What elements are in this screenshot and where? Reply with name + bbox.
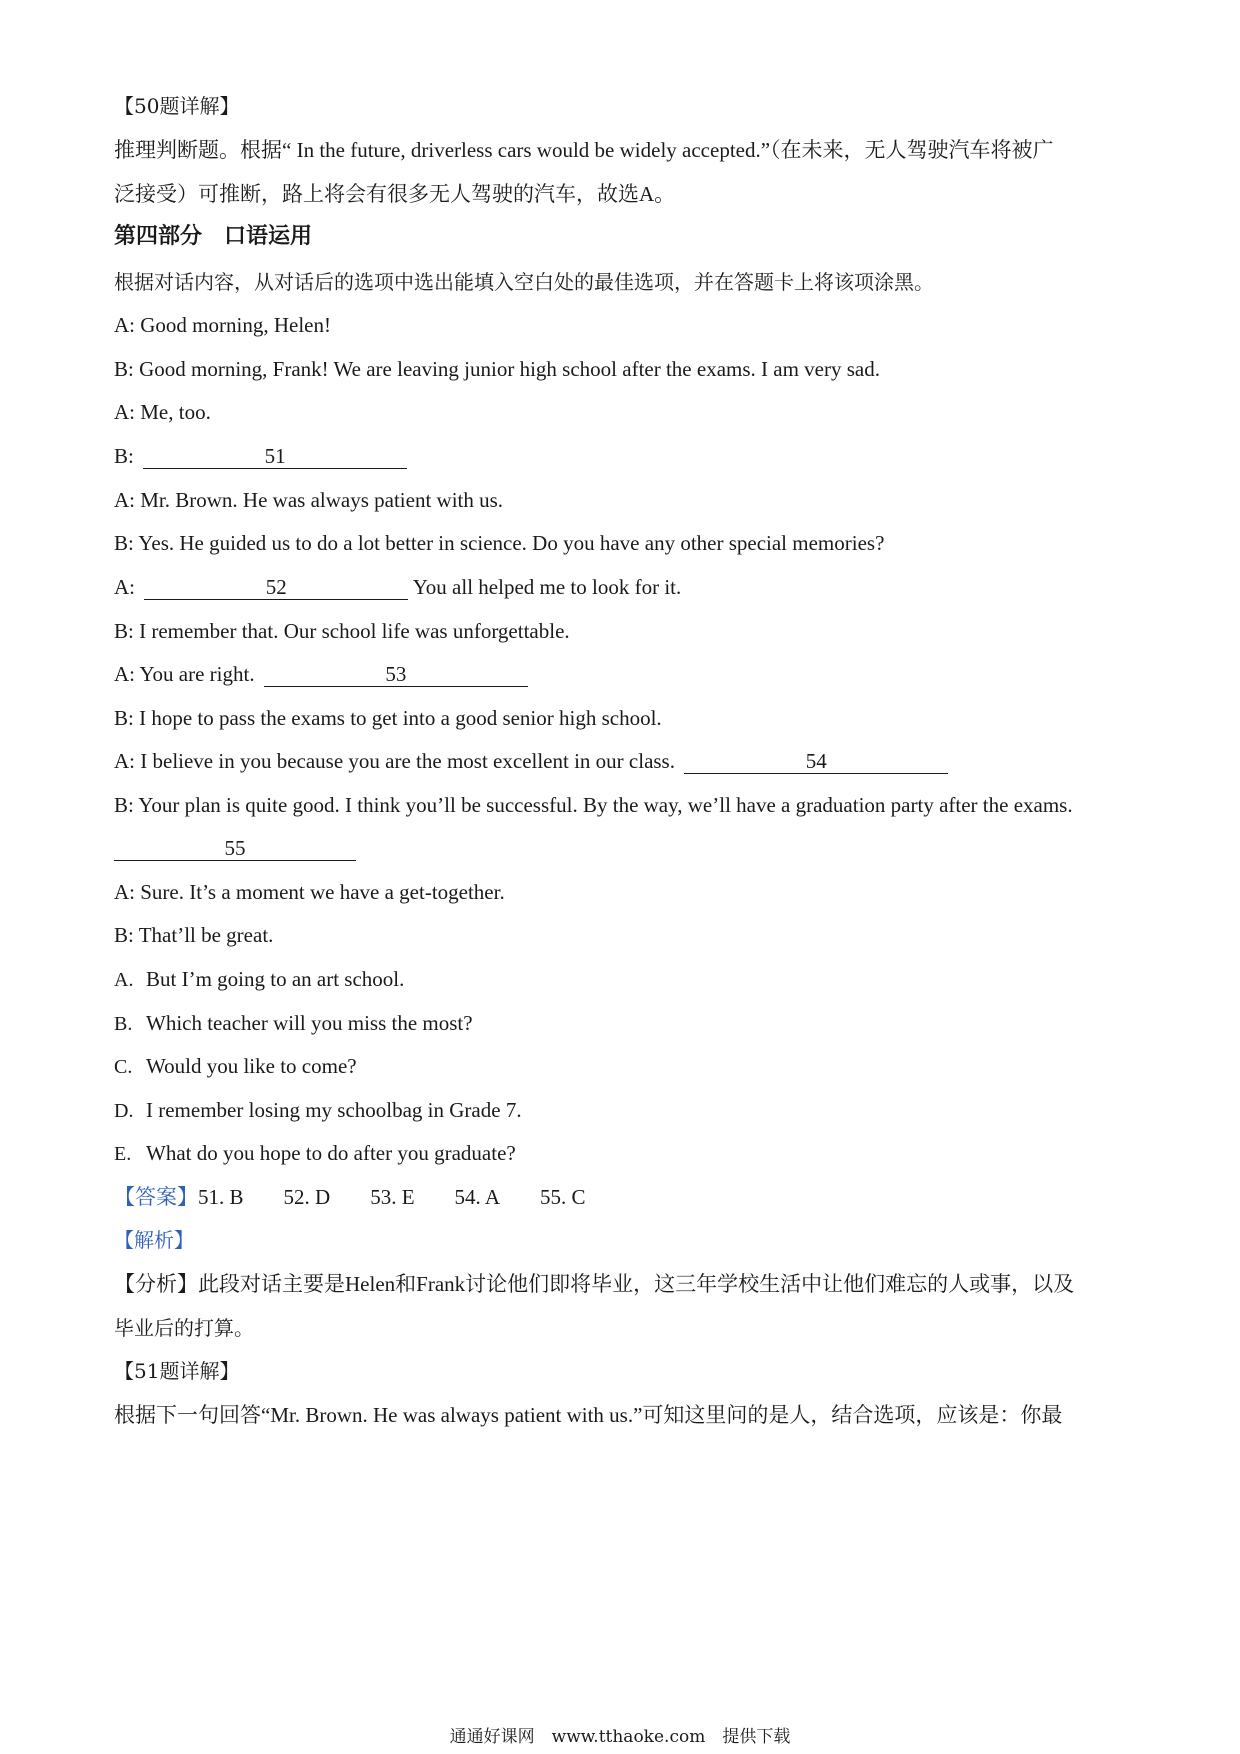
blank-54: 54 (684, 749, 948, 774)
dialogue-line: B: I remember that. Our school life was unforgettable. (114, 619, 570, 643)
blank-55: 55 (114, 836, 356, 861)
section-title: 第四部分 口语运用 (114, 223, 313, 249)
option-d (114, 1096, 522, 1125)
blank-52: 52 (144, 575, 408, 600)
section-instruction: 根据对话内容，从对话后的选项中选出能填入空白处的最佳选项，并在答题卡上将该项涂黑。 (114, 270, 934, 294)
option-letter: A. (114, 969, 134, 991)
answer-item: 55. C (540, 1185, 586, 1209)
dialogue-line: A: Mr. Brown. He was always patient with us. (114, 488, 504, 512)
dialogue-line-blank54 (114, 747, 948, 775)
blank-51: 51 (143, 444, 407, 469)
dialogue-line: B: Good morning, Frank! We are leaving junior high school after the exams. I am very sad. (114, 357, 880, 381)
dialogue-line: B: I hope to pass the exams to get into a good senior high school. (114, 706, 662, 730)
option-a (114, 965, 404, 994)
dialogue-line: B: That’ll be great. (114, 923, 274, 947)
analysis-label: 【解析】 (114, 1228, 194, 1252)
option-b (114, 1009, 473, 1038)
speaker-label: A: (114, 575, 135, 599)
answer-row (114, 1183, 626, 1211)
dialogue-line-blank52 (114, 573, 681, 601)
dialogue-text: You all helped me to look for it. (412, 575, 682, 599)
dialogue-line: A: Me, too. (114, 400, 211, 424)
dialogue-text: A: I believe in you because you are the most excellent in our class. (114, 749, 675, 773)
q51-heading: 【51题详解】 (114, 1359, 240, 1383)
answer-item: 54. A (454, 1185, 501, 1209)
q51-explanation: 根据下一句回答“Mr. Brown. He was always patient with us.”可知这里问的是人，结合选项，应该是：你最 (114, 1403, 1063, 1427)
option-letter: B. (114, 1013, 133, 1035)
option-letter: E. (114, 1143, 132, 1165)
analysis-fenxi-line2: 毕业后的打算。 (114, 1316, 254, 1340)
dialogue-line: A: Sure. It’s a moment we have a get-together. (114, 880, 505, 904)
dialogue-line: B: Your plan is quite good. I think you’ll be successful. By the way, we’ll have a graduation party after the exams. (114, 793, 1073, 817)
dialogue-text: A: You are right. (114, 662, 255, 686)
option-text: What do you hope to do after you graduate? (146, 1141, 516, 1165)
option-text: But I’m going to an art school. (146, 967, 405, 991)
dialogue-line-blank55 (114, 834, 356, 862)
option-e (114, 1139, 516, 1168)
q50-explanation-line2: 泛接受）可推断，路上将会有很多无人驾驶的汽车，故选A。 (114, 182, 676, 206)
answer-label: 【答案】 (114, 1185, 198, 1209)
option-text: Would you like to come? (146, 1054, 357, 1078)
dialogue-line: A: Good morning, Helen! (114, 313, 331, 337)
option-c (114, 1052, 357, 1081)
answer-item: 51. B (198, 1185, 244, 1209)
q50-explanation-line1: 推理判断题。根据“ In the future, driverless cars would be widely accepted.”（在未来，无人驾驶汽车将被广 (114, 138, 1054, 162)
blank-53: 53 (264, 662, 528, 687)
page-footer: 通通好课网 www.tthaoke.com 提供下载 (449, 1727, 791, 1747)
dialogue-line-blank53 (114, 660, 528, 688)
option-letter: C. (114, 1056, 133, 1078)
analysis-fenxi-line1: 【分析】此段对话主要是Helen和Frank讨论他们即将毕业，这三年学校生活中让他们难忘的人或事，以及 (114, 1272, 1075, 1296)
option-text: Which teacher will you miss the most? (146, 1011, 473, 1035)
answer-item: 52. D (283, 1185, 331, 1209)
option-text: I remember losing my schoolbag in Grade 7. (146, 1098, 522, 1122)
option-letter: D. (114, 1100, 134, 1122)
q50-heading: 【50题详解】 (114, 94, 240, 118)
speaker-label: B: (114, 444, 134, 468)
answer-item: 53. E (370, 1185, 415, 1209)
dialogue-line: B: Yes. He guided us to do a lot better in science. Do you have any other special memories? (114, 531, 885, 555)
dialogue-line-blank51 (114, 442, 407, 470)
